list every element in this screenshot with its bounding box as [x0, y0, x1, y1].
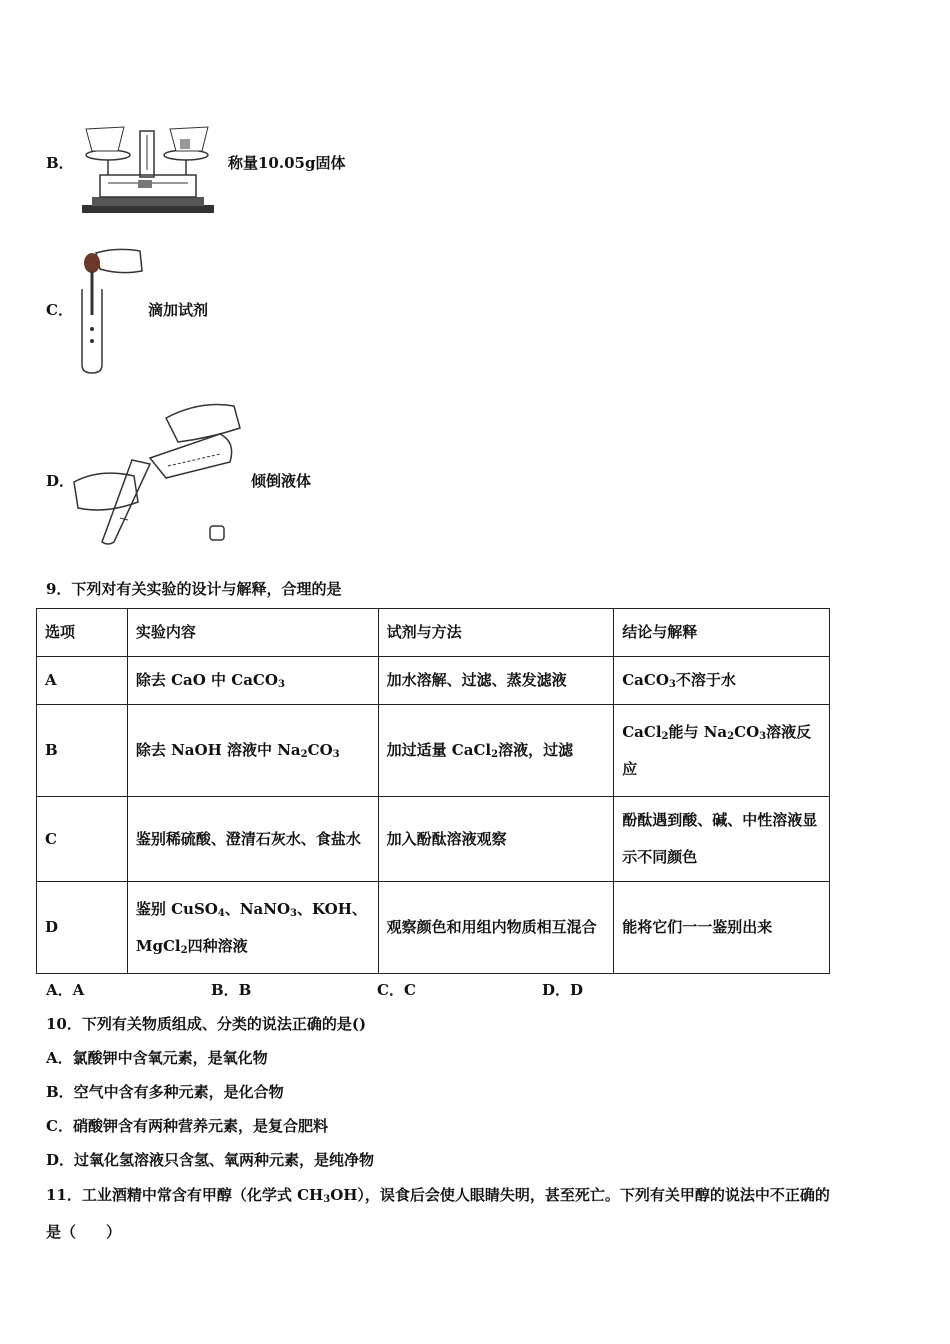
row-b-conclusion: CaCl$_2$能与 $Na_2CO_3$溶液反应	[614, 705, 830, 797]
q10-stem: 10．下列有关物质组成、分类的说法正确的是()	[46, 1015, 367, 1033]
option-d-caption: 倾倒液体	[251, 472, 312, 490]
row-c-content: 鉴别稀硫酸、澄清石灰水、食盐水	[127, 797, 378, 882]
q10-option-d[interactable]: D．过氧化氢溶液只含氢、氧两种元素，是纯净物	[46, 1151, 375, 1169]
q9-answer-d[interactable]: D．D	[542, 981, 584, 999]
option-c-caption: 滴加试剂	[148, 301, 209, 319]
option-c-letter: C．	[46, 301, 73, 319]
option-d-letter: D．	[46, 472, 75, 490]
q9-answer-b[interactable]: B．B	[211, 981, 252, 999]
row-a-conclusion: CaCO$_3$不溶于水	[614, 657, 830, 705]
header-option: 选项	[37, 609, 128, 657]
header-conclusion: 结论与解释	[614, 609, 830, 657]
row-d-option: D	[37, 882, 128, 974]
row-a-content: 除去 CaO 中 CaCO$_3$	[127, 657, 378, 705]
row-d-method: 观察颜色和用组内物质相互混合	[378, 882, 614, 974]
row-b-method: 加过适量 CaCl$_2$溶液，过滤	[378, 705, 614, 797]
table-row	[37, 797, 830, 882]
table-header-row	[37, 609, 830, 657]
q9-answer-c[interactable]: C．C	[377, 981, 416, 999]
balance-illustration	[78, 125, 218, 215]
row-c-option: C	[37, 797, 128, 882]
option-b-caption: 称量10.05g固体	[228, 154, 346, 172]
row-a-method: 加水溶解、过滤、蒸发滤液	[378, 657, 614, 705]
table-row	[37, 705, 830, 797]
table-row	[37, 657, 830, 705]
row-b-content: 除去 NaOH 溶液中 $Na_2CO_3$	[127, 705, 378, 797]
header-content: 实验内容	[127, 609, 378, 657]
row-b-option: B	[37, 705, 128, 797]
dropper-illustration	[76, 245, 148, 377]
q10-option-c[interactable]: C．硝酸钾含有两种营养元素，是复合肥料	[46, 1117, 328, 1135]
row-c-method: 加入酚酞溶液观察	[378, 797, 614, 882]
row-d-conclusion: 能将它们一一鉴别出来	[614, 882, 830, 974]
pouring-illustration	[70, 398, 246, 548]
header-method: 试剂与方法	[378, 609, 614, 657]
q9-table	[36, 608, 830, 974]
q10-option-a[interactable]: A．氯酸钾中含氧元素，是氧化物	[46, 1049, 268, 1067]
q11-stem-line1: 11．工业酒精中常含有甲醇（化学式 $CH_3OH$），误食后会使人眼睛失明，甚至死亡。下列有关甲醇的说法中不正确的	[46, 1186, 830, 1205]
q9-stem: 9．下列对有关实验的设计与解释，合理的是	[46, 580, 342, 598]
option-b-letter: B．	[46, 154, 74, 172]
row-c-conclusion: 酚酞遇到酸、碱、中性溶液显示不同颜色	[614, 797, 830, 882]
row-a-option: A	[37, 657, 128, 705]
row-d-content: 鉴别 CuSO$_4$、NaNO$_3$、KOH、MgCl$_2$四种溶液	[127, 882, 378, 974]
table-row	[37, 882, 830, 974]
q10-option-b[interactable]: B．空气中含有多种元素，是化合物	[46, 1083, 284, 1101]
q9-answer-a[interactable]: A．A	[46, 981, 85, 999]
q11-stem-line2: 是（ ）	[46, 1223, 122, 1241]
